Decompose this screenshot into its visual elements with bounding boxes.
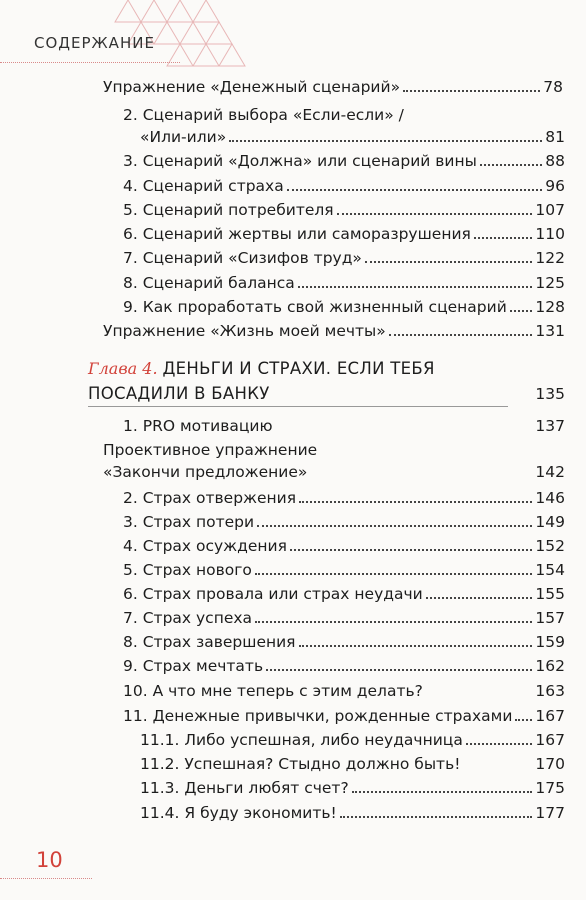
toc-entry-title: 3. Страх потери bbox=[123, 513, 255, 531]
toc-entry-title: Упражнение «Жизнь моей мечты» bbox=[103, 322, 386, 340]
toc-entry-title: 8. Сценарий баланса bbox=[123, 274, 295, 292]
toc-entry[interactable] bbox=[123, 583, 565, 605]
toc-entry-title: 11.4. Я буду экономить! bbox=[140, 804, 337, 822]
chapter-entry[interactable] bbox=[88, 383, 565, 405]
toc-entry-page: 163 bbox=[535, 682, 565, 700]
toc-entry-title: 5. Страх нового bbox=[123, 561, 252, 579]
toc-entry[interactable] bbox=[123, 272, 565, 294]
toc-entry-title: 9. Как проработать свой жизненный сценарий bbox=[123, 298, 507, 316]
toc-entry-title: «Или-или» bbox=[140, 128, 227, 146]
toc-entry-page: 107 bbox=[535, 201, 565, 219]
dot-leader bbox=[480, 164, 542, 166]
header-rule bbox=[0, 62, 180, 63]
dot-leader bbox=[299, 501, 532, 503]
toc-entry-page: 142 bbox=[535, 463, 565, 481]
toc-entry[interactable] bbox=[123, 175, 565, 197]
toc-entry-title: 1. PRO мотивацию bbox=[123, 417, 273, 435]
toc-entry-title: 11.3. Деньги любят счет? bbox=[140, 779, 349, 797]
toc-entry-title: 3. Сценарий «Должна» или сценарий вины bbox=[123, 152, 477, 170]
toc-entry-title: 9. Страх мечтать bbox=[123, 657, 264, 675]
toc-entry[interactable] bbox=[123, 487, 565, 509]
toc-entry-page: 162 bbox=[535, 657, 565, 675]
toc-entry-title: 2. Страх отвержения bbox=[123, 489, 297, 507]
toc-entry-page: 131 bbox=[535, 322, 565, 340]
toc-entry[interactable] bbox=[140, 802, 565, 824]
page-number: 10 bbox=[36, 848, 63, 872]
toc-entry-title: 7. Страх успеха bbox=[123, 609, 253, 627]
dot-leader bbox=[255, 573, 533, 575]
toc-entry-title: 8. Страх завершения bbox=[123, 633, 296, 651]
toc-entry-page: 170 bbox=[535, 755, 565, 773]
chapter-label: Глава 4. bbox=[88, 359, 158, 378]
dot-leader bbox=[255, 621, 532, 623]
toc-entry[interactable] bbox=[123, 150, 565, 172]
dot-leader bbox=[403, 90, 540, 92]
toc-entry-page: 137 bbox=[535, 417, 565, 435]
toc-entry-page: 125 bbox=[535, 274, 565, 292]
toc-entry[interactable] bbox=[123, 511, 565, 533]
toc-entry-page: 155 bbox=[535, 585, 565, 603]
chapter-page: 135 bbox=[535, 385, 565, 403]
chapter-heading-line1[interactable] bbox=[88, 358, 435, 380]
dot-leader bbox=[474, 237, 533, 239]
toc-entry[interactable] bbox=[123, 415, 565, 437]
toc-entry-page: 122 bbox=[535, 249, 565, 267]
toc-entry-page: 149 bbox=[535, 513, 565, 531]
toc-entry-title: 4. Страх осуждения bbox=[123, 537, 287, 555]
toc-entry[interactable] bbox=[123, 559, 565, 581]
toc-entry[interactable] bbox=[123, 199, 565, 221]
toc-entry[interactable] bbox=[123, 705, 565, 727]
toc-entry-title: 5. Сценарий потребителя bbox=[123, 201, 334, 219]
toc-entry-page: 175 bbox=[535, 779, 565, 797]
chapter-title: ДЕНЬГИ И СТРАХИ. ЕСЛИ ТЕБЯ bbox=[162, 359, 435, 378]
toc-entry-page: 157 bbox=[535, 609, 565, 627]
dot-leader bbox=[340, 816, 533, 818]
toc-entry-page: 110 bbox=[535, 225, 565, 243]
footer-rule bbox=[0, 878, 92, 879]
toc-entry[interactable] bbox=[140, 126, 565, 148]
toc-entry-page: 146 bbox=[535, 489, 565, 507]
dot-leader bbox=[298, 286, 533, 288]
toc-entry-title: 10. А что мне теперь с этим делать? bbox=[123, 682, 423, 700]
toc-entry-page: 167 bbox=[535, 707, 565, 725]
toc-entry-page: 154 bbox=[535, 561, 565, 579]
toc-entry-title-line: Проективное упражнение bbox=[103, 441, 318, 459]
chapter-title-line2: ПОСАДИЛИ В БАНКУ bbox=[88, 384, 270, 403]
dot-leader bbox=[466, 743, 533, 745]
toc-entry-page: 81 bbox=[545, 128, 565, 146]
toc-entry[interactable] bbox=[103, 461, 565, 483]
toc-entry-title-line: 2. Сценарий выбора «Если-если» / bbox=[123, 106, 404, 124]
dot-leader bbox=[515, 719, 532, 721]
toc-entry[interactable] bbox=[123, 296, 565, 318]
toc-entry-page: 96 bbox=[545, 177, 565, 195]
toc-entry[interactable] bbox=[103, 320, 565, 342]
dot-leader bbox=[299, 645, 533, 647]
toc-entry-page: 88 bbox=[545, 152, 565, 170]
toc-entry-page: 152 bbox=[535, 537, 565, 555]
dot-leader bbox=[389, 334, 533, 336]
dot-leader bbox=[426, 597, 533, 599]
dot-leader bbox=[510, 310, 533, 312]
toc-entry-page: 78 bbox=[543, 78, 563, 96]
toc-entry-title: Упражнение «Денежный сценарий» bbox=[103, 78, 401, 96]
toc-entry[interactable] bbox=[123, 223, 565, 245]
dot-leader bbox=[290, 549, 532, 551]
toc-entry-title: 6. Сценарий жертвы или саморазрушения bbox=[123, 225, 471, 243]
toc-entry-page: 177 bbox=[535, 804, 565, 822]
running-head: СОДЕРЖАНИЕ bbox=[34, 34, 155, 52]
dot-leader bbox=[337, 213, 533, 215]
toc-entry-title: 11.2. Успешная? Стыдно должно быть! bbox=[140, 755, 461, 773]
dot-leader bbox=[229, 140, 542, 142]
dot-leader bbox=[365, 261, 533, 263]
toc-entry[interactable] bbox=[140, 777, 565, 799]
toc-entry[interactable] bbox=[140, 753, 565, 775]
dot-leader bbox=[352, 791, 533, 793]
toc-entry[interactable] bbox=[123, 631, 565, 653]
toc-entry[interactable] bbox=[123, 680, 565, 702]
dot-leader bbox=[257, 525, 532, 527]
toc-entry-title: «Закончи предложение» bbox=[103, 463, 308, 481]
toc-entry[interactable] bbox=[140, 729, 565, 751]
toc-entry-title: 6. Страх провала или страх неудачи bbox=[123, 585, 423, 603]
toc-entry-title: 11.1. Либо успешная, либо неудачница bbox=[140, 731, 463, 749]
toc-entry-title: 4. Сценарий страха bbox=[123, 177, 284, 195]
chapter-rule bbox=[88, 406, 508, 407]
toc-entry-title: 11. Денежные привычки, рожденные страхами bbox=[123, 707, 513, 725]
toc-entry[interactable] bbox=[123, 247, 565, 269]
toc-entry-page: 159 bbox=[535, 633, 565, 651]
dot-leader bbox=[287, 189, 543, 191]
dot-leader bbox=[266, 669, 532, 671]
toc-entry[interactable] bbox=[123, 535, 565, 557]
toc-entry[interactable] bbox=[103, 76, 563, 98]
toc-entry-page: 128 bbox=[535, 298, 565, 316]
toc-entry-title: 7. Сценарий «Сизифов труд» bbox=[123, 249, 362, 267]
toc-entry[interactable] bbox=[123, 655, 565, 677]
toc-entry[interactable] bbox=[123, 607, 565, 629]
toc-entry-page: 167 bbox=[535, 731, 565, 749]
